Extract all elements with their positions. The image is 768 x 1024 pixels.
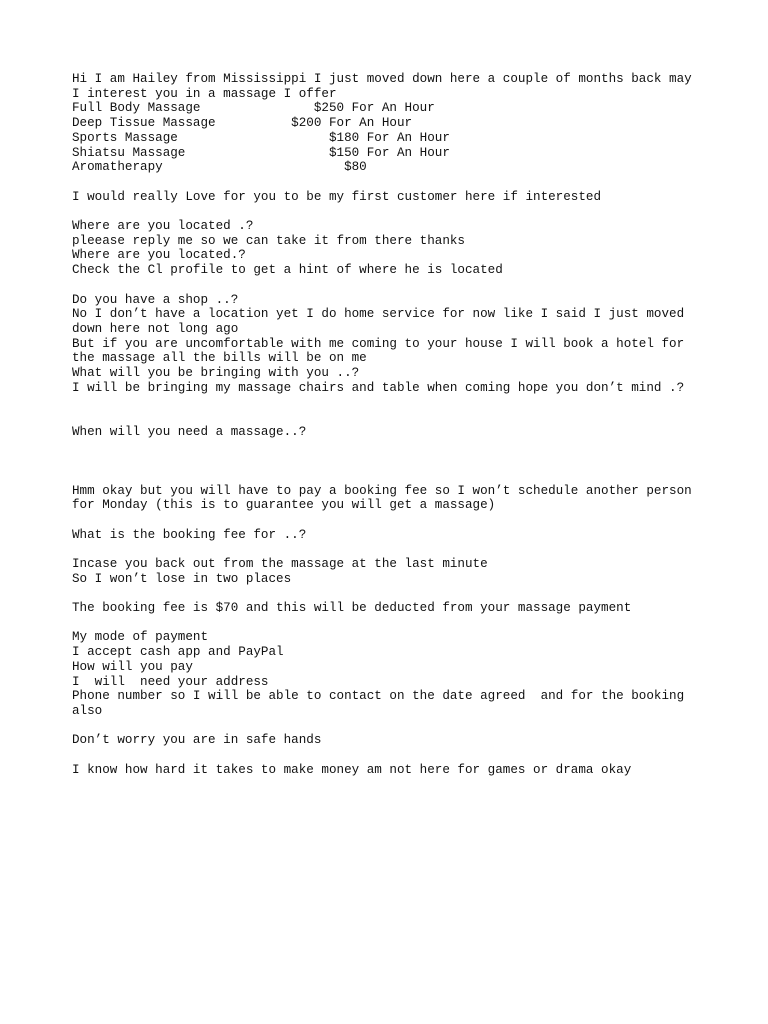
location-line: Check the Cl profile to get a hint of where he is located (72, 263, 503, 278)
closing-line: I know how hard it takes to make money am not here for games or drama okay (72, 762, 632, 777)
service-item: Sports Massage $180 For An Hour (72, 130, 450, 145)
when-question-line: When will you need a massage..? (72, 424, 307, 439)
intro-line: I interest you in a massage I offer (72, 86, 337, 101)
payment-line: Phone number so I will be able to contact on the date agreed and for the booking (72, 689, 685, 704)
booking-line: Hmm okay but you will have to pay a booking fee so I won’t schedule another person (72, 483, 692, 498)
fee-amount-paragraph (72, 601, 712, 616)
location-paragraph (72, 219, 712, 278)
first-customer-paragraph (72, 190, 712, 205)
first-customer-line: I would really Love for you to be my first customer here if interested (72, 189, 602, 204)
location-line: pleease reply me so we can take it from there thanks (72, 233, 465, 248)
service-item: Aromatherapy $80 (72, 160, 367, 175)
payment-line: My mode of payment (72, 630, 209, 645)
shop-paragraph (72, 293, 712, 396)
shop-line: Do you have a shop ..? (72, 292, 239, 307)
shop-line: What will you be bringing with you ..? (72, 366, 360, 381)
service-item: Deep Tissue Massage $200 For An Hour (72, 116, 413, 131)
payment-paragraph (72, 630, 712, 718)
document-page (72, 72, 712, 777)
payment-line: I accept cash app and PayPal (72, 645, 284, 660)
service-item: Full Body Massage $250 For An Hour (72, 101, 435, 116)
backout-line: So I won’t lose in two places (72, 571, 292, 586)
service-item: Shiatsu Massage $150 For An Hour (72, 145, 450, 160)
shop-line: No I don’t have a location yet I do home service for now like I said I just moved (72, 307, 685, 322)
intro-paragraph (72, 72, 712, 101)
shop-line: I will be bringing my massage chairs and table when coming hope you don’t mind .? (72, 380, 685, 395)
closing-paragraph (72, 763, 712, 778)
when-paragraph (72, 425, 712, 440)
payment-line: I will need your address (72, 674, 269, 689)
services-list (72, 101, 712, 175)
safe-hands-line: Don’t worry you are in safe hands (72, 733, 322, 748)
booking-fee-question-line: What is the booking fee for ..? (72, 527, 307, 542)
payment-line: How will you pay (72, 659, 193, 674)
backout-line: Incase you back out from the massage at the last minute (72, 557, 488, 571)
booking-line: for Monday (this is to guarantee you will get a massage) (72, 498, 496, 513)
backout-paragraph (72, 557, 712, 586)
shop-line: down here not long ago (72, 321, 239, 336)
shop-line: But if you are uncomfortable with me coming to your house I will book a hotel for (72, 336, 685, 351)
payment-line: also (72, 704, 103, 718)
safe-hands-paragraph (72, 733, 712, 748)
fee-amount-line: The booking fee is $70 and this will be deducted from your massage payment (72, 601, 632, 616)
location-line: Where are you located.? (72, 248, 246, 263)
location-line: Where are you located .? (72, 219, 254, 233)
booking-paragraph (72, 484, 712, 513)
shop-line: the massage all the bills will be on me (72, 351, 367, 366)
intro-line: Hi I am Hailey from Mississippi I just moved down here a couple of months back may (72, 72, 692, 86)
booking-fee-question-paragraph (72, 528, 712, 543)
